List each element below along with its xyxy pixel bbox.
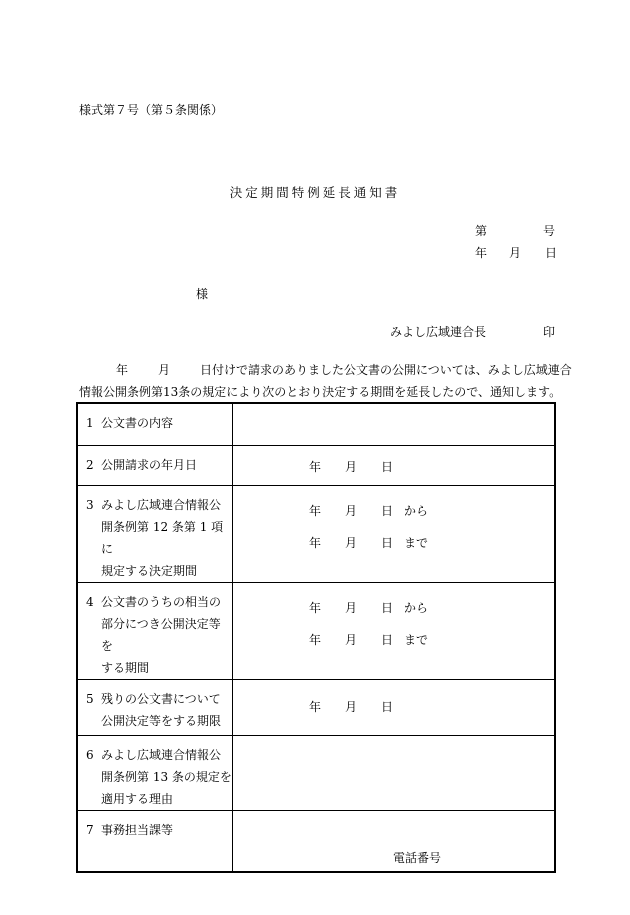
phone-label: 電話番号 bbox=[393, 850, 442, 865]
content-field[interactable] bbox=[233, 403, 556, 445]
row-label: 5 残りの公文書について 公開決定等をする期限 bbox=[77, 679, 233, 735]
issue-month: 月 bbox=[509, 246, 522, 260]
issue-year: 年 bbox=[475, 246, 488, 260]
table-row bbox=[77, 445, 555, 485]
row-label: 4 公文書のうちの相当の 部分につき公開決定等を する期間 bbox=[77, 582, 233, 679]
table-row bbox=[77, 679, 555, 735]
table-row bbox=[77, 582, 555, 679]
row-label: 3 みよし広域連合情報公 開条例第 12 条第 1 項に 規定する決定期間 bbox=[77, 485, 233, 582]
form-number: 様式第７号（第５条関係） bbox=[79, 103, 224, 117]
sender: みよし広域連合長 bbox=[390, 325, 487, 339]
row-label: 7 事務担当課等 bbox=[77, 810, 233, 872]
body-month: 月 bbox=[158, 363, 171, 377]
decision-period-field[interactable]: 年 月 日 から 年 月 日 まで bbox=[233, 485, 556, 582]
document-title: 決定期間特例延長通知書 bbox=[229, 185, 401, 200]
table-row bbox=[77, 735, 555, 810]
reason-field[interactable] bbox=[233, 735, 556, 810]
number-prefix: 第 bbox=[475, 224, 488, 238]
table-row bbox=[77, 485, 555, 582]
details-table bbox=[76, 402, 556, 873]
row-label: 2 公開請求の年月日 bbox=[77, 445, 233, 485]
table-row bbox=[77, 403, 555, 445]
body-line-1 bbox=[116, 361, 572, 378]
partial-decision-period-field[interactable]: 年 月 日 から 年 月 日 まで bbox=[233, 582, 556, 679]
seal-mark: 印 bbox=[543, 325, 556, 339]
row-label: 1 公文書の内容 bbox=[77, 403, 233, 445]
body-line-2: 情報公開条例第13条の規定により次のとおり決定する期間を延長したので、通知します。 bbox=[79, 385, 562, 399]
row-label: 6 みよし広域連合情報公 開条例第 13 条の規定を 適用する理由 bbox=[77, 735, 233, 810]
issue-day: 日 bbox=[545, 246, 558, 260]
contact-field[interactable] bbox=[233, 810, 556, 872]
body-year: 年 bbox=[116, 363, 129, 377]
addressee: 様 bbox=[196, 287, 209, 301]
remaining-deadline-field[interactable]: 年 月 日 bbox=[233, 679, 556, 735]
body-line-1-text: 日付けで請求のありました公文書の公開については、みよし広域連合 bbox=[200, 363, 572, 377]
table-row bbox=[77, 810, 555, 872]
request-date-field[interactable]: 年 月 日 bbox=[233, 445, 556, 485]
number-suffix: 号 bbox=[542, 224, 555, 238]
